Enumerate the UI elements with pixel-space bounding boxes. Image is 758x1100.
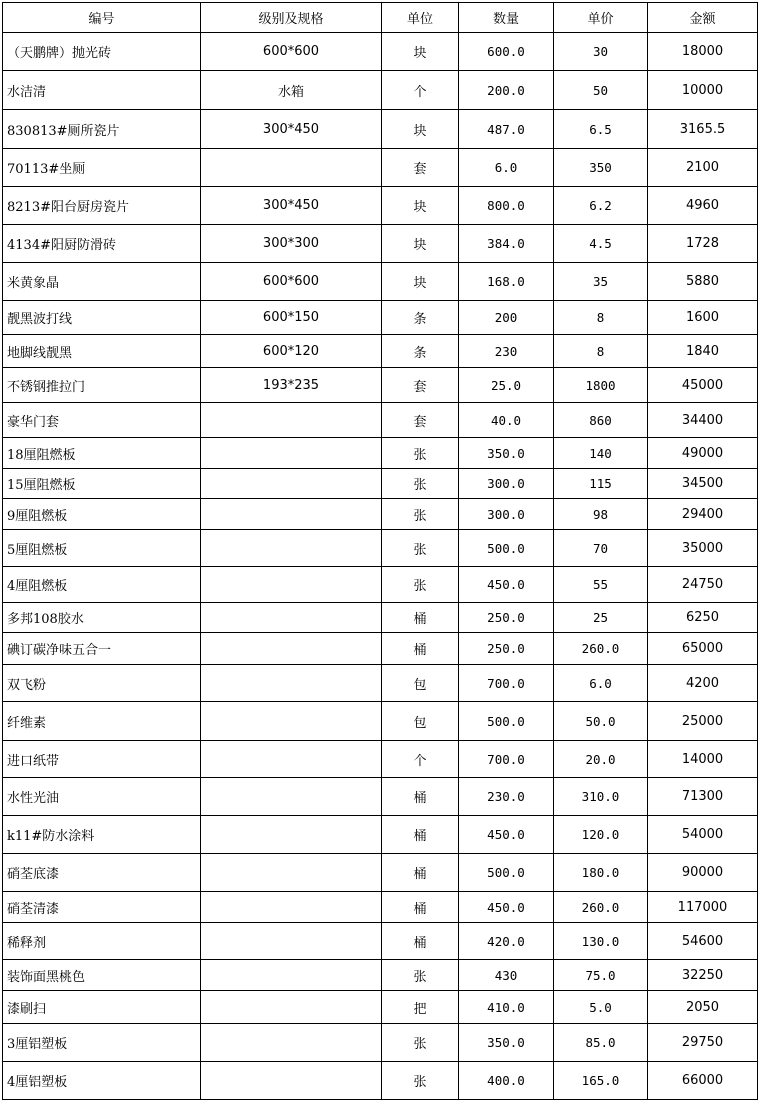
item-unit: 块 <box>382 225 459 263</box>
item-amount: 10000 <box>648 71 758 110</box>
item-unit: 张 <box>382 1062 459 1100</box>
item-unit: 张 <box>382 567 459 603</box>
item-amount: 35000 <box>648 530 758 567</box>
table-row <box>3 741 758 778</box>
item-unit: 包 <box>382 702 459 741</box>
item-unit-price: 25 <box>554 603 648 633</box>
item-name: 830813#厕所瓷片 <box>3 110 201 149</box>
item-quantity: 450.0 <box>459 567 554 603</box>
item-quantity: 400.0 <box>459 1062 554 1100</box>
item-spec <box>201 778 382 816</box>
item-amount: 14000 <box>648 741 758 778</box>
item-unit-price: 115 <box>554 469 648 499</box>
item-unit-price: 130.0 <box>554 923 648 960</box>
item-unit: 个 <box>382 71 459 110</box>
item-unit-price: 310.0 <box>554 778 648 816</box>
table-row <box>3 438 758 469</box>
item-quantity: 500.0 <box>459 854 554 892</box>
item-name: 18厘阻燃板 <box>3 438 201 469</box>
item-unit-price: 1800 <box>554 368 648 403</box>
item-quantity: 487.0 <box>459 110 554 149</box>
table-row <box>3 499 758 530</box>
item-name: 4134#阳厨防滑砖 <box>3 225 201 263</box>
table-row <box>3 603 758 633</box>
item-quantity: 40.0 <box>459 403 554 438</box>
item-quantity: 300.0 <box>459 469 554 499</box>
item-spec: 300*300 <box>201 225 382 263</box>
item-name: 不锈钢推拉门 <box>3 368 201 403</box>
table-row <box>3 816 758 854</box>
item-unit-price: 6.0 <box>554 665 648 702</box>
table-row <box>3 110 758 149</box>
item-quantity: 250.0 <box>459 603 554 633</box>
header-spec: 级别及规格 <box>201 3 382 33</box>
item-quantity: 410.0 <box>459 991 554 1024</box>
item-unit: 把 <box>382 991 459 1024</box>
item-unit: 张 <box>382 469 459 499</box>
item-unit-price: 8 <box>554 335 648 368</box>
item-spec: 300*450 <box>201 110 382 149</box>
item-unit: 张 <box>382 530 459 567</box>
table-row <box>3 368 758 403</box>
item-spec <box>201 892 382 923</box>
item-name: 15厘阻燃板 <box>3 469 201 499</box>
item-amount: 4200 <box>648 665 758 702</box>
item-spec <box>201 438 382 469</box>
item-unit-price: 30 <box>554 33 648 71</box>
item-unit-price: 165.0 <box>554 1062 648 1100</box>
table-row <box>3 33 758 71</box>
item-quantity: 168.0 <box>459 263 554 301</box>
item-spec: 水箱 <box>201 71 382 110</box>
item-unit-price: 70 <box>554 530 648 567</box>
item-spec <box>201 1024 382 1062</box>
item-amount: 54000 <box>648 816 758 854</box>
table-row <box>3 335 758 368</box>
item-name: 3厘铝塑板 <box>3 1024 201 1062</box>
materials-table <box>2 2 758 1100</box>
item-quantity: 450.0 <box>459 892 554 923</box>
item-unit-price: 20.0 <box>554 741 648 778</box>
item-unit-price: 85.0 <box>554 1024 648 1062</box>
item-unit-price: 4.5 <box>554 225 648 263</box>
item-unit-price: 140 <box>554 438 648 469</box>
item-amount: 6250 <box>648 603 758 633</box>
item-name: 进口纸带 <box>3 741 201 778</box>
item-unit: 桶 <box>382 892 459 923</box>
header-quantity: 数量 <box>459 3 554 33</box>
item-unit-price: 50.0 <box>554 702 648 741</box>
item-unit: 张 <box>382 960 459 991</box>
item-unit-price: 860 <box>554 403 648 438</box>
item-unit: 块 <box>382 187 459 225</box>
table-row <box>3 702 758 741</box>
item-amount: 29400 <box>648 499 758 530</box>
item-name: 米黄象晶 <box>3 263 201 301</box>
item-unit-price: 35 <box>554 263 648 301</box>
item-spec <box>201 469 382 499</box>
item-spec <box>201 991 382 1024</box>
item-spec <box>201 530 382 567</box>
table-row <box>3 263 758 301</box>
item-name: 硝荃清漆 <box>3 892 201 923</box>
item-unit-price: 8 <box>554 301 648 335</box>
item-amount: 90000 <box>648 854 758 892</box>
item-amount: 25000 <box>648 702 758 741</box>
item-name: 稀释剂 <box>3 923 201 960</box>
item-amount: 34500 <box>648 469 758 499</box>
table-row <box>3 149 758 187</box>
item-amount: 49000 <box>648 438 758 469</box>
item-unit-price: 260.0 <box>554 892 648 923</box>
item-name: 4厘铝塑板 <box>3 1062 201 1100</box>
item-spec <box>201 567 382 603</box>
item-amount: 54600 <box>648 923 758 960</box>
item-unit: 条 <box>382 335 459 368</box>
item-amount: 1728 <box>648 225 758 263</box>
item-name: 水洁清 <box>3 71 201 110</box>
item-unit: 块 <box>382 263 459 301</box>
item-spec: 600*150 <box>201 301 382 335</box>
item-unit: 块 <box>382 33 459 71</box>
item-spec: 600*120 <box>201 335 382 368</box>
item-spec <box>201 960 382 991</box>
table-row <box>3 892 758 923</box>
item-name: 纤维素 <box>3 702 201 741</box>
item-unit-price: 50 <box>554 71 648 110</box>
item-name: 8213#阳台厨房瓷片 <box>3 187 201 225</box>
item-unit: 桶 <box>382 923 459 960</box>
item-name: 4厘阻燃板 <box>3 567 201 603</box>
item-spec <box>201 403 382 438</box>
table-row <box>3 854 758 892</box>
table-row <box>3 301 758 335</box>
item-unit-price: 75.0 <box>554 960 648 991</box>
item-unit-price: 98 <box>554 499 648 530</box>
item-unit: 张 <box>382 438 459 469</box>
item-quantity: 700.0 <box>459 741 554 778</box>
item-quantity: 500.0 <box>459 530 554 567</box>
item-name: （天鹏牌）抛光砖 <box>3 33 201 71</box>
item-name: 多邦108胶水 <box>3 603 201 633</box>
item-amount: 3165.5 <box>648 110 758 149</box>
item-spec <box>201 923 382 960</box>
item-unit: 个 <box>382 741 459 778</box>
item-quantity: 350.0 <box>459 1024 554 1062</box>
item-name: 5厘阻燃板 <box>3 530 201 567</box>
item-unit: 块 <box>382 110 459 149</box>
item-quantity: 700.0 <box>459 665 554 702</box>
item-quantity: 600.0 <box>459 33 554 71</box>
table-row <box>3 567 758 603</box>
item-spec: 300*450 <box>201 187 382 225</box>
item-name: 水性光油 <box>3 778 201 816</box>
item-quantity: 200.0 <box>459 71 554 110</box>
item-spec <box>201 633 382 665</box>
item-unit: 套 <box>382 403 459 438</box>
item-unit: 桶 <box>382 633 459 665</box>
item-name: 地脚线靓黑 <box>3 335 201 368</box>
table-row <box>3 187 758 225</box>
table-row <box>3 225 758 263</box>
item-amount: 1600 <box>648 301 758 335</box>
item-amount: 34400 <box>648 403 758 438</box>
item-name: 装饰面黑桃色 <box>3 960 201 991</box>
item-name: 硝荃底漆 <box>3 854 201 892</box>
table-row <box>3 530 758 567</box>
table-row <box>3 991 758 1024</box>
item-name: 靓黑波打线 <box>3 301 201 335</box>
item-unit-price: 180.0 <box>554 854 648 892</box>
item-spec <box>201 702 382 741</box>
item-quantity: 350.0 <box>459 438 554 469</box>
item-unit-price: 120.0 <box>554 816 648 854</box>
table-row <box>3 469 758 499</box>
item-unit: 套 <box>382 149 459 187</box>
header-code: 编号 <box>3 3 201 33</box>
item-quantity: 300.0 <box>459 499 554 530</box>
item-unit-price: 350 <box>554 149 648 187</box>
item-spec <box>201 149 382 187</box>
item-amount: 5880 <box>648 263 758 301</box>
item-quantity: 800.0 <box>459 187 554 225</box>
item-spec <box>201 854 382 892</box>
item-amount: 66000 <box>648 1062 758 1100</box>
item-spec <box>201 741 382 778</box>
item-amount: 24750 <box>648 567 758 603</box>
item-amount: 32250 <box>648 960 758 991</box>
table-row <box>3 1024 758 1062</box>
item-quantity: 430 <box>459 960 554 991</box>
item-name: k11#防水涂料 <box>3 816 201 854</box>
table-row <box>3 960 758 991</box>
item-name: 双飞粉 <box>3 665 201 702</box>
item-quantity: 230.0 <box>459 778 554 816</box>
item-spec <box>201 499 382 530</box>
item-amount: 45000 <box>648 368 758 403</box>
item-unit: 张 <box>382 499 459 530</box>
table-row <box>3 778 758 816</box>
item-amount: 2050 <box>648 991 758 1024</box>
item-amount: 117000 <box>648 892 758 923</box>
item-amount: 1840 <box>648 335 758 368</box>
item-quantity: 450.0 <box>459 816 554 854</box>
item-unit-price: 6.2 <box>554 187 648 225</box>
item-unit: 桶 <box>382 854 459 892</box>
item-amount: 71300 <box>648 778 758 816</box>
table-row <box>3 633 758 665</box>
item-name: 豪华门套 <box>3 403 201 438</box>
item-unit: 条 <box>382 301 459 335</box>
item-unit: 张 <box>382 1024 459 1062</box>
item-quantity: 25.0 <box>459 368 554 403</box>
item-quantity: 250.0 <box>459 633 554 665</box>
item-quantity: 500.0 <box>459 702 554 741</box>
header-amount: 金额 <box>648 3 758 33</box>
item-unit-price: 5.0 <box>554 991 648 1024</box>
item-amount: 65000 <box>648 633 758 665</box>
item-unit: 桶 <box>382 603 459 633</box>
item-spec: 600*600 <box>201 33 382 71</box>
table-row <box>3 923 758 960</box>
item-amount: 4960 <box>648 187 758 225</box>
header-row <box>3 3 758 33</box>
item-name: 漆刷扫 <box>3 991 201 1024</box>
item-quantity: 384.0 <box>459 225 554 263</box>
item-quantity: 6.0 <box>459 149 554 187</box>
header-unit: 单位 <box>382 3 459 33</box>
item-spec: 600*600 <box>201 263 382 301</box>
item-spec <box>201 816 382 854</box>
item-name: 碘订碳净味五合一 <box>3 633 201 665</box>
item-spec <box>201 665 382 702</box>
item-amount: 29750 <box>648 1024 758 1062</box>
item-amount: 2100 <box>648 149 758 187</box>
item-spec: 193*235 <box>201 368 382 403</box>
table-row <box>3 403 758 438</box>
item-unit: 包 <box>382 665 459 702</box>
table-row <box>3 71 758 110</box>
item-name: 70113#坐厕 <box>3 149 201 187</box>
item-amount: 18000 <box>648 33 758 71</box>
item-spec <box>201 603 382 633</box>
item-quantity: 420.0 <box>459 923 554 960</box>
table-row <box>3 665 758 702</box>
item-unit-price: 55 <box>554 567 648 603</box>
header-unit-price: 单价 <box>554 3 648 33</box>
item-unit: 桶 <box>382 778 459 816</box>
item-unit-price: 260.0 <box>554 633 648 665</box>
item-quantity: 200 <box>459 301 554 335</box>
item-unit: 桶 <box>382 816 459 854</box>
item-name: 9厘阻燃板 <box>3 499 201 530</box>
item-unit-price: 6.5 <box>554 110 648 149</box>
item-unit: 套 <box>382 368 459 403</box>
item-quantity: 230 <box>459 335 554 368</box>
